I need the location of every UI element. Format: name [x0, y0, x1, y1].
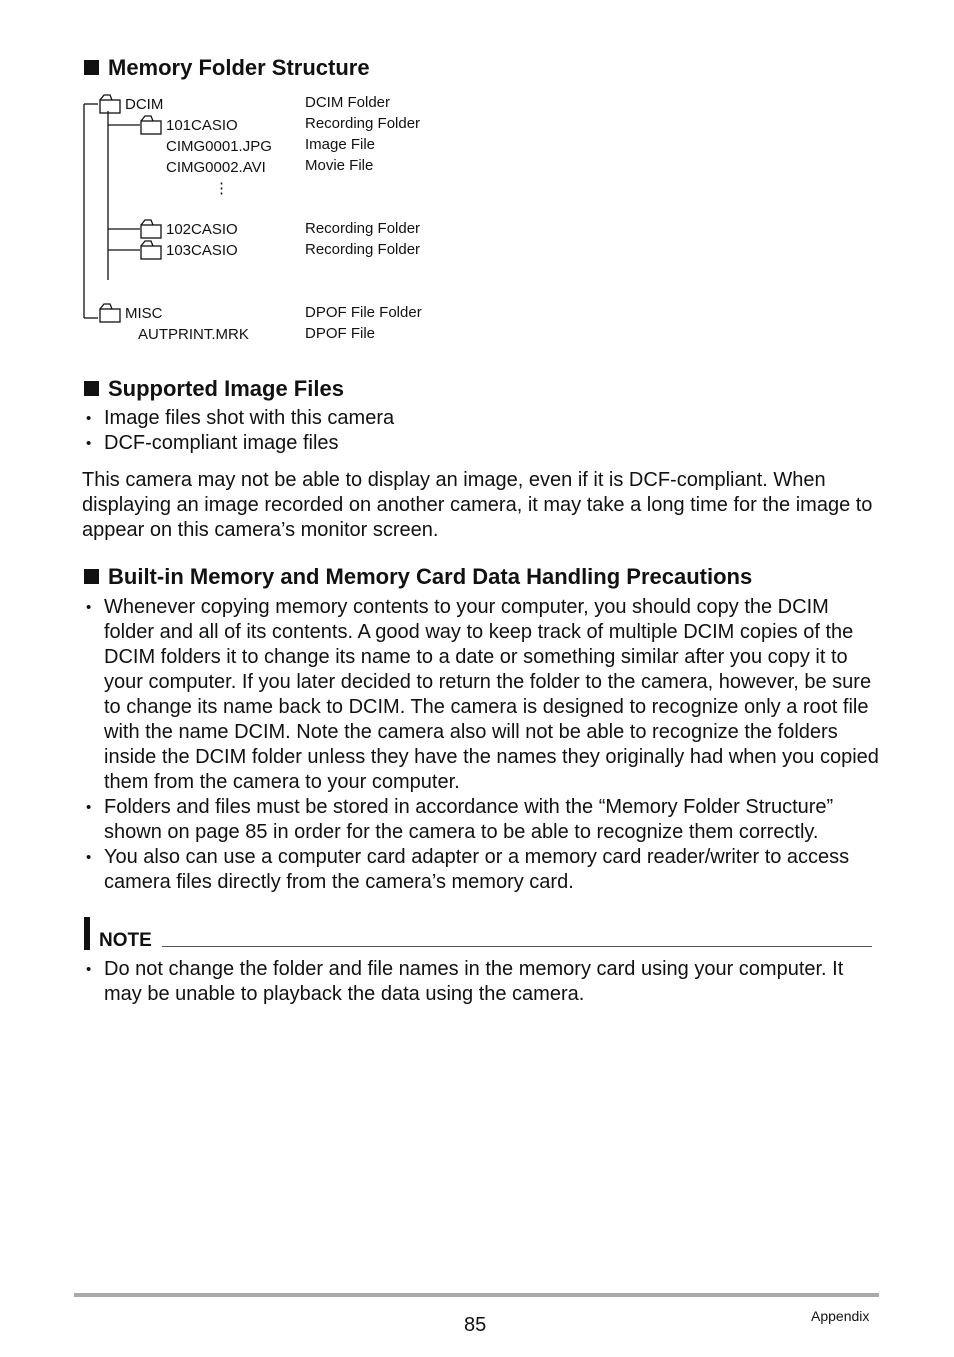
list-item: • You also can use a computer card adapter or a memory card reader/writer to access camera files directly from the camera’s memory card.	[84, 845, 884, 895]
footer-divider	[74, 1293, 879, 1297]
tree-desc-101casio: Recording Folder	[305, 115, 421, 132]
precautions-heading	[84, 564, 752, 590]
list-item: • DCF-compliant image files	[84, 431, 884, 456]
note-marker	[84, 917, 90, 950]
folder-icon	[100, 304, 120, 322]
precautions-list	[84, 595, 884, 895]
precautions-title: Built-in Memory and Memory Card Data Handling Precautions	[108, 564, 753, 589]
supported-files-title: Supported Image Files	[108, 376, 344, 401]
square-bullet-icon	[84, 381, 99, 396]
tree-item-cimg0002: CIMG0002.AVI	[166, 159, 266, 176]
tree-desc-cimg0002: Movie File	[305, 157, 374, 174]
tree-item-cimg0001: CIMG0001.JPG	[166, 138, 272, 155]
tree-desc-autprint: DPOF File	[305, 325, 376, 342]
tree-item-misc: MISC	[125, 305, 163, 322]
list-item: • Do not change the folder and file names in the memory card using your computer. It may be unable to playback the data using the camera.	[84, 957, 884, 1007]
tree-desc-dcim: DCIM Folder	[305, 94, 391, 111]
folder-icon	[141, 220, 161, 238]
tree-desc-103casio: Recording Folder	[305, 241, 421, 258]
supported-files-list	[84, 406, 884, 456]
tree-item-autprint: AUTPRINT.MRK	[138, 326, 249, 343]
note-label: NOTE	[99, 930, 152, 951]
list-item: • Image files shot with this camera	[84, 406, 884, 431]
page-number: 85	[464, 1314, 487, 1336]
tree-desc-102casio: Recording Folder	[305, 220, 421, 237]
tree-desc-misc: DPOF File Folder	[305, 304, 422, 321]
tree-ellipsis: ⋮	[214, 180, 229, 197]
tree-desc-cimg0001: Image File	[305, 136, 376, 153]
folder-structure-title: Memory Folder Structure	[108, 55, 370, 80]
section-name: Appendix	[811, 1308, 870, 1324]
tree-item-103casio: 103CASIO	[166, 242, 238, 259]
tree-item-dcim: DCIM	[125, 96, 164, 113]
folder-icon	[141, 241, 161, 259]
list-item: • Folders and files must be stored in accordance with the “Memory Folder Structure” shown on page 85 in order for the camera to be able to recognize them correctly.	[84, 795, 884, 845]
supported-files-paragraph: This camera may not be able to display an image, even if it is DCF-compliant. When displaying an image recorded on another camera, it may take a long time for the image to appear on this camera’s monitor screen.	[82, 469, 873, 541]
supported-files-heading	[84, 376, 344, 402]
note-list	[84, 957, 884, 1007]
folder-icon	[141, 116, 161, 134]
tree-item-101casio: 101CASIO	[166, 117, 238, 134]
note-divider	[162, 946, 872, 947]
folder-icon	[100, 95, 120, 113]
tree-item-102casio: 102CASIO	[166, 221, 238, 238]
square-bullet-icon	[84, 569, 99, 584]
list-item: • Whenever copying memory contents to your computer, you should copy the DCIM folder and all of its contents. A good way to keep track of multiple DCIM copies of the DCIM folders it to change its name to a date or something similar after you copy it to your computer. If you later decided to return the folder to the camera, however, be sure to change its name back to DCIM. The camera is designed to recognize only a root file with the name DCIM. Note the camera also will not be able to recognize the folders inside the DCIM folder unless they have the names they originally had when you copied them from the camera to your computer.	[84, 595, 884, 795]
